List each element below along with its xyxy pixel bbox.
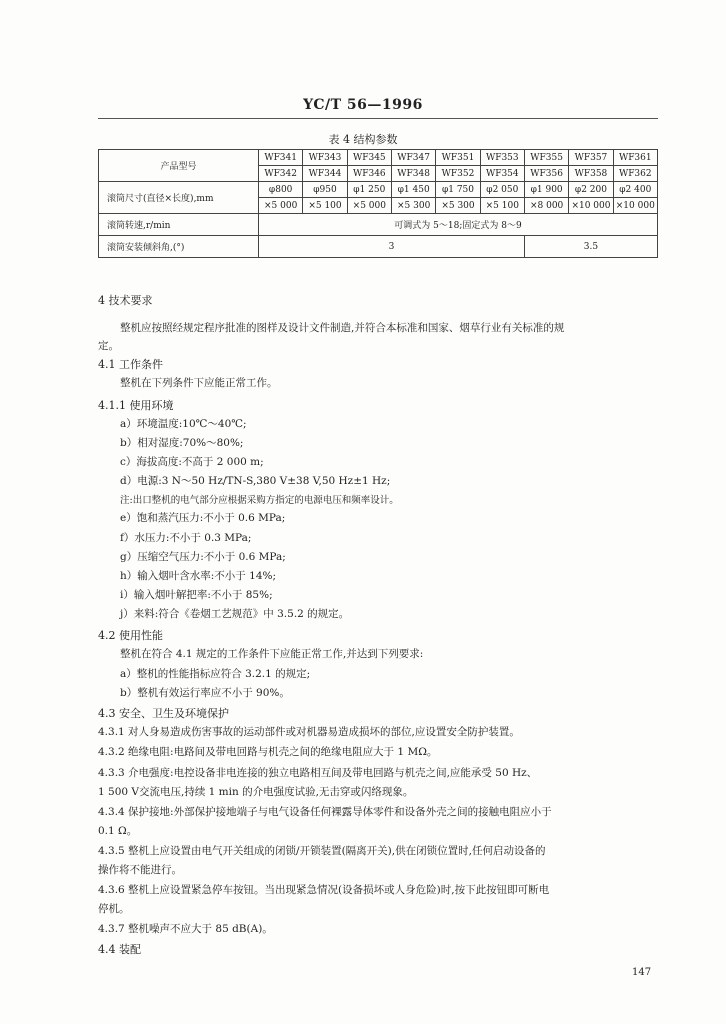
section-4-1-title: 4.1 工作条件 — [98, 358, 163, 371]
table-cell: WF352 — [436, 166, 480, 182]
table-cell: WF346 — [347, 166, 391, 182]
list-item: i）输入烟叶解把率:不小于 85%; — [120, 589, 273, 601]
table-caption: 表 4 结构参数 — [328, 133, 398, 146]
section-4-paragraph: 整机应按照经规定程序批准的图样及设计文件制造,并符合本标准和国家、烟草行业有关标准的规 — [120, 322, 565, 334]
table-cell: φ1 750 — [436, 182, 480, 198]
table-row-model-top — [99, 150, 658, 166]
table-cell: WF355 — [524, 150, 568, 166]
list-item: c）海拔高度:不高于 2 000 m; — [120, 456, 264, 468]
table-cell: φ2 050 — [480, 182, 524, 198]
table-cell: φ800 — [259, 182, 303, 198]
structure-parameters-table — [98, 149, 658, 258]
section-4-4-title: 4.4 装配 — [98, 943, 141, 956]
table-cell: ×5 100 — [303, 198, 347, 214]
table-cell: WF353 — [480, 150, 524, 166]
list-item: h）输入烟叶含水率:不小于 14%; — [120, 570, 277, 582]
table-cell: ×5 000 — [259, 198, 303, 214]
clause-4-3-4-cont: 0.1 Ω。 — [98, 825, 138, 837]
table-cell: ×10 000 — [569, 198, 613, 214]
section-4-2-title: 4.2 使用性能 — [98, 629, 163, 642]
table-cell: φ1 900 — [524, 182, 568, 198]
section-4-title: 4 技术要求 — [98, 294, 153, 307]
clause-4-3-5: 4.3.5 整机上应设置由电气开关组成的闭锁/开锁装置(隔离开关),供在闭锁位置时,任何启动设备的 — [98, 845, 546, 857]
table-row-size-diameter — [99, 182, 658, 198]
section-4-1-paragraph: 整机在下列条件下应能正常工作。 — [120, 377, 278, 389]
table-cell: φ950 — [303, 182, 347, 198]
clause-4-3-6: 4.3.6 整机上应设置紧急停车按钮。当出现紧急情况(设备损坏或人身危险)时,按下此按钮即可断电 — [98, 884, 550, 896]
table-cell: WF361 — [613, 150, 657, 166]
page-number: 147 — [632, 967, 652, 978]
clause-4-3-2: 4.3.2 绝缘电阻:电路间及带电回路与机壳之间的绝缘电阻应大于 1 MΩ。 — [98, 746, 438, 758]
list-item: j）来料:符合《卷烟工艺规范》中 3.5.2 的规定。 — [120, 608, 350, 620]
table-cell: WF348 — [391, 166, 435, 182]
document-code-header: YC/T 56—1996 — [303, 97, 423, 113]
table-cell: WF341 — [259, 150, 303, 166]
clause-4-3-7: 4.3.7 整机噪声不应大于 85 dB(A)。 — [98, 923, 273, 935]
section-4-paragraph-cont: 定。 — [98, 340, 119, 352]
table-row-angle — [99, 236, 658, 258]
list-item: b）相对湿度:70%～80%; — [120, 437, 244, 449]
list-item: f）水压力:不小于 0.3 MPa; — [120, 532, 252, 544]
clause-4-3-5-cont: 操作将不能进行。 — [98, 864, 182, 876]
table-cell: WF345 — [347, 150, 391, 166]
section-4-3-title: 4.3 安全、卫生及环境保护 — [98, 707, 229, 720]
table-cell: WF347 — [391, 150, 435, 166]
table-cell: φ2 200 — [569, 182, 613, 198]
table-cell-angle-label: 滚筒安装倾斜角,(°) — [99, 236, 259, 258]
table-cell: WF362 — [613, 166, 657, 182]
table-cell-angle-value-a: 3 — [259, 236, 525, 258]
list-item: d）电源:3 N～50 Hz/TN-S,380 V±38 V,50 Hz±1 Hz; — [120, 475, 391, 487]
table-cell: φ1 250 — [347, 182, 391, 198]
clause-4-3-3-cont: 1 500 V交流电压,持续 1 min 的介电强度试验,无击穿或闪络现象。 — [98, 786, 414, 798]
table-cell: ×10 000 — [613, 198, 657, 214]
table-cell: WF344 — [303, 166, 347, 182]
header-rule — [98, 118, 658, 119]
table-cell-angle-value-b: 3.5 — [524, 236, 657, 258]
table-cell: ×5 300 — [391, 198, 435, 214]
list-item: a）整机的性能指标应符合 3.2.1 的规定; — [120, 668, 311, 680]
section-4-2-paragraph: 整机在符合 4.1 规定的工作条件下应能正常工作,并达到下列要求: — [120, 648, 424, 660]
table-cell: ×5 100 — [480, 198, 524, 214]
table-cell: WF354 — [480, 166, 524, 182]
table-cell: WF343 — [303, 150, 347, 166]
section-4-1-1-title: 4.1.1 使用环境 — [98, 399, 174, 412]
clause-4-3-1: 4.3.1 对人身易造成伤害事故的运动部件或对机器易造成损坏的部位,应设置安全防护装置。 — [98, 726, 520, 738]
table-cell: WF356 — [524, 166, 568, 182]
table-cell: φ1 450 — [391, 182, 435, 198]
table-cell: WF358 — [569, 166, 613, 182]
table-cell-speed-label: 滚筒转速,r/min — [99, 214, 259, 236]
table-cell: ×5 000 — [347, 198, 391, 214]
clause-4-3-4: 4.3.4 保护接地:外部保护接地端子与电气设备任何裸露导体零件和设备外壳之间的接触电阻应小于 — [98, 806, 552, 818]
list-item: a）环境温度:10℃～40℃; — [120, 418, 247, 430]
table-cell: WF342 — [259, 166, 303, 182]
list-item: g）压缩空气压力:不小于 0.6 MPa; — [120, 551, 286, 563]
note-text: 注:出口整机的电气部分应根据采购方指定的电源电压和频率设计。 — [120, 495, 399, 506]
list-item: b）整机有效运行率应不小于 90%。 — [120, 687, 290, 699]
table-row-speed — [99, 214, 658, 236]
table-cell-size-label: 滚筒尺寸(直径×长度),mm — [99, 182, 259, 214]
list-item: e）饱和蒸汽压力:不小于 0.6 MPa; — [120, 512, 286, 524]
table-cell: φ2 400 — [613, 182, 657, 198]
table-cell-model-label: 产品型号 — [99, 150, 259, 182]
table-cell: WF357 — [569, 150, 613, 166]
table-cell-speed-value: 可调式为 5～18;固定式为 8～9 — [259, 214, 658, 236]
table-cell: ×5 300 — [436, 198, 480, 214]
clause-4-3-6-cont: 停机。 — [98, 903, 130, 915]
clause-4-3-3: 4.3.3 介电强度:电控设备非电连接的独立电路相互间及带电回路与机壳之间,应能承受 50 Hz、 — [98, 767, 538, 779]
table-cell: ×8 000 — [524, 198, 568, 214]
table-cell: WF351 — [436, 150, 480, 166]
